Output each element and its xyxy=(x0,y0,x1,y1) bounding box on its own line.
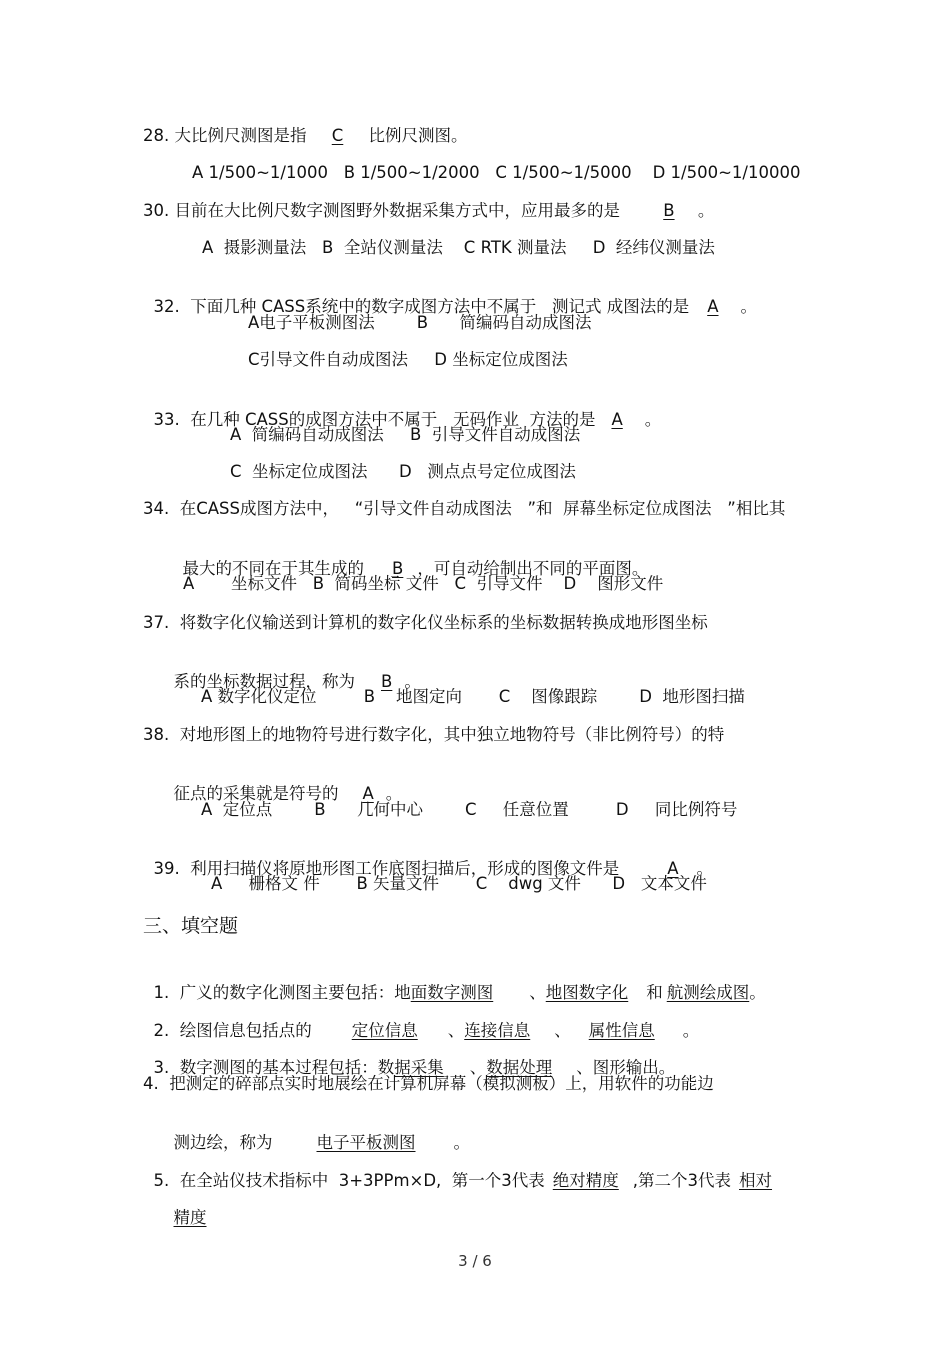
q33-answer: A xyxy=(611,410,623,429)
f5-answer-2-cont: 精度 xyxy=(173,1208,207,1227)
q32-stem: 32. 下面几种 CASS系统中的数字成图方法中不属于 测记式 成图法的是 xyxy=(153,297,690,316)
q30-answer: B xyxy=(663,201,675,220)
section-3-heading: 三、填空题 xyxy=(143,915,239,937)
q34-line2-post: ，可自动给制出不同的平面图。 xyxy=(417,559,649,578)
f5-answer-2: 相对 xyxy=(739,1171,773,1190)
f2-mid-1: 、 xyxy=(447,1021,465,1040)
q34-options: A 坐标文件 B 简码坐标 文件 C 引导文件 D 图形文件 xyxy=(183,574,664,593)
f2-answer-2: 连接信息 xyxy=(464,1021,531,1040)
f1-pre: 1. 广义的数字化测图主要包括：地 xyxy=(153,983,411,1002)
fill-5-line2 xyxy=(163,1185,217,1229)
q28-tail: 比例尺测图。 xyxy=(368,126,468,145)
f1-answer-2: 地图数字化 xyxy=(545,983,629,1002)
q34-line2-pre: 最大的不同在于其生成的 xyxy=(182,559,364,578)
f5-pre: 5. 在全站仪技术指标中 3+3PPm×D, 第一个3代表 xyxy=(153,1171,545,1190)
q37-tail: 。 xyxy=(404,672,421,691)
q39-tail: 。 xyxy=(696,859,714,878)
f2-mid-2: 、 xyxy=(554,1021,571,1040)
f5-mid: ,第二个3代表 xyxy=(632,1171,732,1190)
q32-option1: A电子平板测图法 B 简编码自动成图法 xyxy=(248,313,592,332)
q38-options: A 定位点 B 几何中心 C 任意位置 D 同比例符号 xyxy=(201,800,738,819)
q37-options: A 数字化仪定位 B 地图定向 C 图像跟踪 D 地形图扫描 xyxy=(201,687,745,706)
q32-tail: 。 xyxy=(740,297,758,316)
f2-answer-3: 属性信息 xyxy=(588,1021,655,1040)
f3-tail: 、图形输出。 xyxy=(576,1058,676,1077)
q33-option2: C 坐标定位成图法 D 测点点号定位成图法 xyxy=(230,462,576,481)
f1-answer-1: 面数字测图 xyxy=(410,983,494,1002)
q39-stem: 39. 利用扫描仪将原地形图工作底图扫描后，形成的图像文件是 xyxy=(153,859,620,878)
q38-tail: 。 xyxy=(385,784,403,803)
q30-stem: 30. 目前在大比例尺数字测图野外数据采集方式中，应用最多的是 xyxy=(143,201,620,220)
q33-option1: A 简编码自动成图法 B 引导文件自动成图法 xyxy=(230,425,581,444)
q37-line1: 37. 将数字化仪输送到计算机的数字化仪坐标系的坐标数据转换成地形图坐标 xyxy=(143,613,708,632)
fill-4-line1: 4. 把测定的碎部点实时地展绘在计算机屏幕（模拟测板）上，用软件的功能边 xyxy=(143,1074,714,1093)
f1-answer-3: 航测绘成图 xyxy=(666,983,750,1002)
q34-answer: B xyxy=(392,559,404,578)
f4-answer: 电子平板测图 xyxy=(316,1133,416,1152)
q32-answer: A xyxy=(707,297,719,316)
f1-mid-1: 、 xyxy=(529,983,546,1002)
f2-tail: 。 xyxy=(682,1021,700,1040)
fill-5-line1 xyxy=(143,1148,772,1192)
f3-pre: 3. 数字测图的基本过程包括：数 xyxy=(153,1058,395,1077)
q32-option2: C引导文件自动成图法 D 坐标定位成图法 xyxy=(248,350,568,369)
f3-mid-1: 、 xyxy=(469,1058,487,1077)
f1-mid-2: 和 xyxy=(646,983,663,1002)
q33-tail: 。 xyxy=(644,410,662,429)
q39-options: A 栅格文 件 B 矢量文件 C dwg 文件 D 文本文件 xyxy=(211,874,707,893)
q28-answer: C xyxy=(331,126,344,145)
f3-answer-2: 数据处理 xyxy=(486,1058,553,1077)
f1-tail: 。 xyxy=(749,983,766,1002)
f2-pre: 2. 绘图信息包括点的 xyxy=(153,1021,312,1040)
q30-stem-line xyxy=(143,200,714,222)
page-number: 3 / 6 xyxy=(458,1252,492,1270)
f5-answer-1: 绝对精度 xyxy=(552,1171,619,1190)
q38-answer: A xyxy=(362,784,374,803)
q34-line1: 34. 在CASS成图方法中， “引导文件自动成图法 ”和 屏幕坐标定位成图法 ”相比其 xyxy=(143,499,786,518)
q37-answer: B xyxy=(381,672,393,691)
f4-line2-pre: 测边绘，称为 xyxy=(173,1133,273,1152)
q38-line2-pre: 征点的采集就是符号的 xyxy=(173,784,339,803)
q28-options: A 1/500~1/1000 B 1/500~1/2000 C 1/500~1/5000 D 1/500~1/10000 xyxy=(192,163,801,182)
f3-answer-1: 据采集 xyxy=(394,1058,444,1077)
q33-stem: 33. 在几种 CASS的成图方法中不属于 无码作业 方法的是 xyxy=(153,410,596,429)
q28-stem-line xyxy=(143,125,468,147)
q30-options: A 摄影测量法 B 全站仪测量法 C RTK 测量法 D 经纬仪测量法 xyxy=(202,238,715,257)
q39-answer: A xyxy=(667,859,679,878)
q37-line2-pre: 系的坐标数据过程，称为 xyxy=(173,672,355,691)
q30-tail: 。 xyxy=(697,201,715,220)
q38-line1: 38. 对地形图上的地物符号进行数字化，其中独立地物符号（非比例符号）的特 xyxy=(143,725,725,744)
f2-answer-1: 定位信息 xyxy=(351,1021,418,1040)
f4-tail: 。 xyxy=(453,1133,470,1152)
q28-stem: 28. 大比例尺测图是指 xyxy=(143,126,307,145)
